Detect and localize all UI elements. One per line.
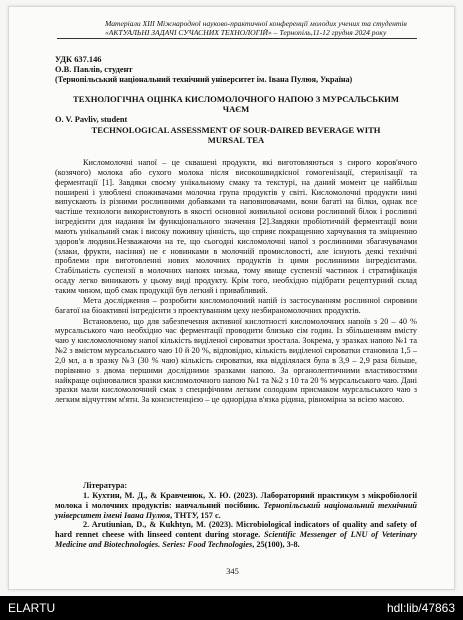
title-english-line2: MURSAL TEA — [207, 135, 265, 145]
conference-header-line1: Матеріали XIII Міжнародної науково-практичної конференції молодих учених та студентів — [105, 19, 407, 28]
handle-identifier: hdl:lib/47863 — [386, 601, 455, 615]
paper-sheet — [8, 6, 455, 590]
article-body — [55, 158, 417, 405]
reference-main-text: 2. Arutiunian, D., & Kukhtyn, M. (2023). Microbiological indicators of quality and safety of hard rennet cheese with linseed content during storage. — [55, 520, 417, 540]
paragraph-introduction: Кисломолочні напої – це сквашені продукти, які виготовляються з сирого коров'ячого (козячого) молока або сухого молока після високошвидкісної гомогенізації, стерилізації та ферментації [1]. Завдяки своєму унікальному смаку та текстурі, на даний момент це найбільш поширені і улюблені споживачами молочна група продуктів у світі. Кисломолочні продукти нині випускають із різними рослинними добавками та наповнювачами, вони багаті на білки, однак все частіше технологи використовують в якості основної живильної основи рослинний білок і рослинні інгредієнти для надання їм функціонального значення [2].Завдяки пробіотичній ферментації вони мають унікальний смак і високу поживну цінність, що сприяє покращенню харчування та зміцненню здоров'я людини.Незважаючи на те, що сьогодні кисломолочні напої з рослинними збагачувачами (злаки, фрукти, насіння) не є новинками в молочній промисловості, але існують деякі технічні проблеми при виготовленні нових молочних продуктів із цими рослинними інгредієнтами. Стабільність суспензії в молочних напоях низька, тому явище суспензії частинок і стратифікація осаду легко виникають у цьому виді продукту. Крім того, необхідно підібрати рецептурний склад таким чином, щоб смак продукції був легкий і привабливий. — [55, 158, 417, 295]
header-rule — [57, 38, 417, 39]
repository-footer-bar — [0, 596, 463, 620]
author-ukrainian: О.В. Павлів, студент — [55, 65, 133, 74]
reference-tail: , ТНТУ, 157 с. — [170, 510, 221, 520]
references-section — [55, 481, 417, 550]
reference-main-text: 1. Кухтин, М. Д., & Кравченюк, Х. Ю. (2023). Лабораторний практикум з мікробіології молока і молочних продуктів: навчальний посібник. — [55, 490, 417, 510]
affiliation-ukrainian: (Тернопільський національний технічний університет ім. Івана Пулюя, Україна) — [55, 75, 353, 84]
udc-code: УДК 637.146 — [55, 55, 102, 64]
paragraph-results: Встановлено, що для забезпечення активної кислотності кисломолочних напоїв з 20 – 40 % мурсальського чаю необхідно час ферментації проводити близько сім годин. Із збільшенням вмісту чаю у кисломолочному напої кількість виділеної сироватки зростала. Зокрема, у зразках напою №1 та №2 з вмістом мурсальського чаю 10 й 20 %, відповідно, кількість виділеної сироватки становила 1,5 – 2,0 мл, а в зразку №3 (30 % чаю) кількість сироватки, яка відділялася була в 3,9 – 2,9 раза більше, порівняно з двома першими дослідними зразками напою. За органолептичними властивостями найкраще оцінювалися зразки кисломолочного напою №1 та №2 з 10 та 20 % мурсальського чаю. Дані зразки мали кисломолочний смак з специфічним легким солодким присмаком мурсальського чаю з легким відчуттям м'ятн. За консистенцією – це однорідна в'язка рідина, рівномірна за всією масою. — [55, 316, 417, 405]
reference-source: Тернопільський національний технічний університет імені Івана Пулюя — [55, 500, 417, 520]
repository-name: ELARTU — [8, 601, 56, 615]
reference-source: Scientific Messenger of LNU of Veterinary Medicine and Biotechnologies. Series: Food Technologies — [55, 530, 417, 550]
reference-item — [55, 491, 417, 521]
references-heading: Література: — [83, 481, 128, 490]
page-number: 345 — [226, 567, 239, 576]
title-ukrainian-line1: ТЕХНОЛОГІЧНА ОЦІНКА КИСЛОМОЛОЧНОГО НАПОЮ З МУРСАЛЬСЬКИМ — [73, 94, 399, 104]
author-english: O. V. Pavliv, student — [55, 115, 128, 124]
conference-header-line2: «АКТУАЛЬНІ ЗАДАЧІ СУЧАСНИХ ТЕХНОЛОГІЙ» – Тернопіль,11-12 грудня 2024 року — [105, 28, 387, 37]
title-english-line1: TECHNOLOGICAL ASSESSMENT OF SOUR-DAIRED BEVERAGE WITH — [91, 125, 381, 135]
paragraph-aim: Мета дослідження – розробити кисломолочний напій із застосуванням рослинної сировини багатої на біоактивні інгредієнти з проектуванням цеху незбираномолочних продуктів. — [55, 295, 417, 315]
title-ukrainian-line2: ЧАЄМ — [222, 104, 250, 114]
reference-tail: , 25(100), 3-8. — [252, 540, 300, 550]
reference-item — [55, 520, 417, 550]
